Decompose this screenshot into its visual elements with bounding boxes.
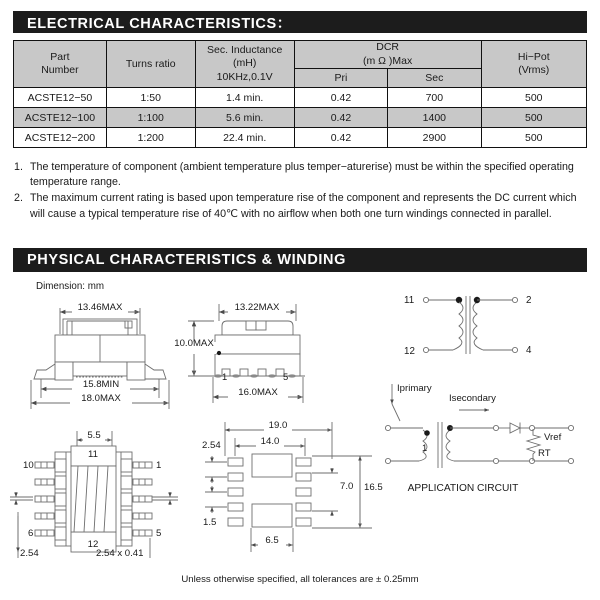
cell-sec-inductance: 5.6 min. — [195, 108, 294, 128]
col-header-dcr — [294, 41, 481, 69]
cell-sec-inductance: 22.4 min. — [195, 128, 294, 148]
side-view-drawing — [172, 302, 305, 403]
schematic-pin-2: 2 — [526, 295, 532, 306]
front-view-dim-mid: 15.8MIN — [82, 379, 120, 390]
section-header-physical-label: PHYSICAL CHARACTERISTICS & WINDING — [27, 252, 347, 268]
col-header-part-number-l1: Part — [50, 50, 70, 63]
cell-hipot: 500 — [481, 88, 586, 108]
side-view-dim-height: 10.0MAX — [174, 338, 214, 349]
schematic-pin-4: 4 — [526, 345, 532, 356]
list-item — [14, 191, 588, 221]
cell-hipot: 500 — [481, 108, 586, 128]
col-header-hipot — [481, 41, 586, 88]
col-header-dcr-l2: (m Ω )Max — [363, 54, 413, 67]
app-circuit-pin-1: 1 — [422, 442, 428, 453]
app-circuit-rt-label: RT — [538, 448, 551, 459]
note-text: The maximum current rating is based upon temperature rise of the component and represents the DC current which will cause a typical temperature rise of 40℃ with no airflow when both one turn windings connected in parallel. — [30, 192, 577, 220]
bottom-view-dim-pad: 2.54 x 0.41 — [96, 548, 144, 559]
mechanical-drawings — [0, 276, 600, 600]
table-body — [14, 88, 587, 148]
bottom-view-dim-pitch-left: 2.54 — [20, 548, 39, 559]
col-header-sec-inductance-l3: 10KHz,0.1V — [216, 70, 273, 83]
note-text: The temperature of component (ambient temperature plus temper−aturerise) must be within the specified operating temperature range. — [30, 161, 574, 189]
bottom-view-dim-width: 5.5 — [87, 430, 101, 441]
side-view-dim-top: 13.22MAX — [234, 302, 280, 313]
schematic-pin-12: 12 — [404, 346, 415, 357]
app-circuit-vref-label: Vref — [544, 432, 562, 443]
table-row — [14, 108, 587, 128]
notes-list — [14, 160, 588, 223]
col-header-dcr-sec: Sec — [388, 69, 481, 88]
cell-dcr-pri: 0.42 — [294, 108, 387, 128]
land-dim-70: 7.0 — [340, 481, 354, 492]
bottom-view-pin-1: 1 — [156, 460, 162, 471]
cell-part-number: ACSTE12−200 — [14, 128, 107, 148]
note-number: 1. — [14, 161, 23, 173]
section-header-electrical — [13, 11, 587, 33]
cell-part-number: ACSTE12−50 — [14, 88, 107, 108]
front-view-drawing — [31, 302, 169, 409]
col-header-hipot-l1: Hi−Pot — [517, 50, 550, 63]
bottom-view-pin-10: 10 — [23, 460, 34, 471]
cell-dcr-pri: 0.42 — [294, 88, 387, 108]
col-header-hipot-l2: (Vrms) — [518, 64, 550, 77]
electrical-characteristics-table — [13, 40, 587, 148]
cell-dcr-sec: 2900 — [388, 128, 481, 148]
cell-turns-ratio: 1:100 — [106, 108, 195, 128]
cell-part-number: ACSTE12−100 — [14, 108, 107, 128]
col-header-sec-inductance-l1: Sec. Inductance — [207, 43, 283, 56]
winding-schematic — [404, 295, 532, 357]
drawings-svg — [0, 276, 600, 600]
dimension-unit-label: Dimension: mm — [36, 281, 105, 292]
app-circuit-title: APPLICATION CIRCUIT — [407, 483, 519, 494]
application-circuit — [385, 383, 573, 494]
land-dim-254: 2.54 — [202, 440, 221, 451]
cell-hipot: 500 — [481, 128, 586, 148]
col-header-dcr-l1: DCR — [376, 41, 400, 53]
col-header-turns-ratio: Turns ratio — [106, 41, 195, 88]
cell-dcr-sec: 700 — [388, 88, 481, 108]
bottom-view-pin-5: 5 — [156, 528, 162, 539]
col-header-part-number-l2: Number — [41, 64, 79, 77]
land-pattern-drawing — [202, 420, 390, 552]
cell-dcr-pri: 0.42 — [294, 128, 387, 148]
front-view-dim-bottom: 18.0MAX — [81, 393, 121, 404]
table-row — [14, 88, 587, 108]
bottom-view-pin-12: 12 — [87, 539, 99, 550]
col-header-sec-inductance — [195, 41, 294, 88]
bottom-view-pin-6: 6 — [28, 528, 34, 539]
list-item — [14, 160, 588, 190]
section-header-electrical-label: ELECTRICAL CHARACTERISTICS： — [27, 15, 292, 32]
col-header-sec-inductance-l2: (mH) — [233, 57, 257, 70]
note-number: 2. — [14, 192, 23, 205]
table-row — [14, 128, 587, 148]
section-header-physical — [13, 248, 587, 272]
cell-dcr-sec: 1400 — [388, 108, 481, 128]
land-dim-14: 14.0 — [260, 436, 280, 447]
table-header — [14, 41, 587, 88]
bottom-view-drawing — [10, 430, 178, 559]
land-dim-19: 19.0 — [268, 420, 288, 431]
land-dim-165: 16.5 — [364, 482, 383, 493]
cell-sec-inductance: 1.4 min. — [195, 88, 294, 108]
side-view-dim-bottom: 16.0MAX — [238, 387, 278, 398]
app-circuit-isecondary-label: Isecondary — [449, 393, 496, 404]
tolerance-note: Unless otherwise specified, all tolerances are ± 0.25mm — [181, 574, 419, 585]
col-header-part-number — [14, 41, 107, 88]
land-dim-15: 1.5 — [203, 517, 217, 528]
side-view-pin-5: 5 — [283, 371, 289, 382]
land-dim-65: 6.5 — [265, 535, 279, 546]
side-view-pin-1: 1 — [222, 371, 228, 382]
cell-turns-ratio: 1:50 — [106, 88, 195, 108]
cell-turns-ratio: 1:200 — [106, 128, 195, 148]
bottom-view-pin-11: 11 — [88, 449, 98, 460]
front-view-dim-top: 13.46MAX — [77, 302, 123, 313]
schematic-pin-11: 11 — [404, 295, 415, 306]
app-circuit-iprimary-label: Iprimary — [397, 383, 432, 394]
col-header-dcr-pri: Pri — [294, 69, 387, 88]
